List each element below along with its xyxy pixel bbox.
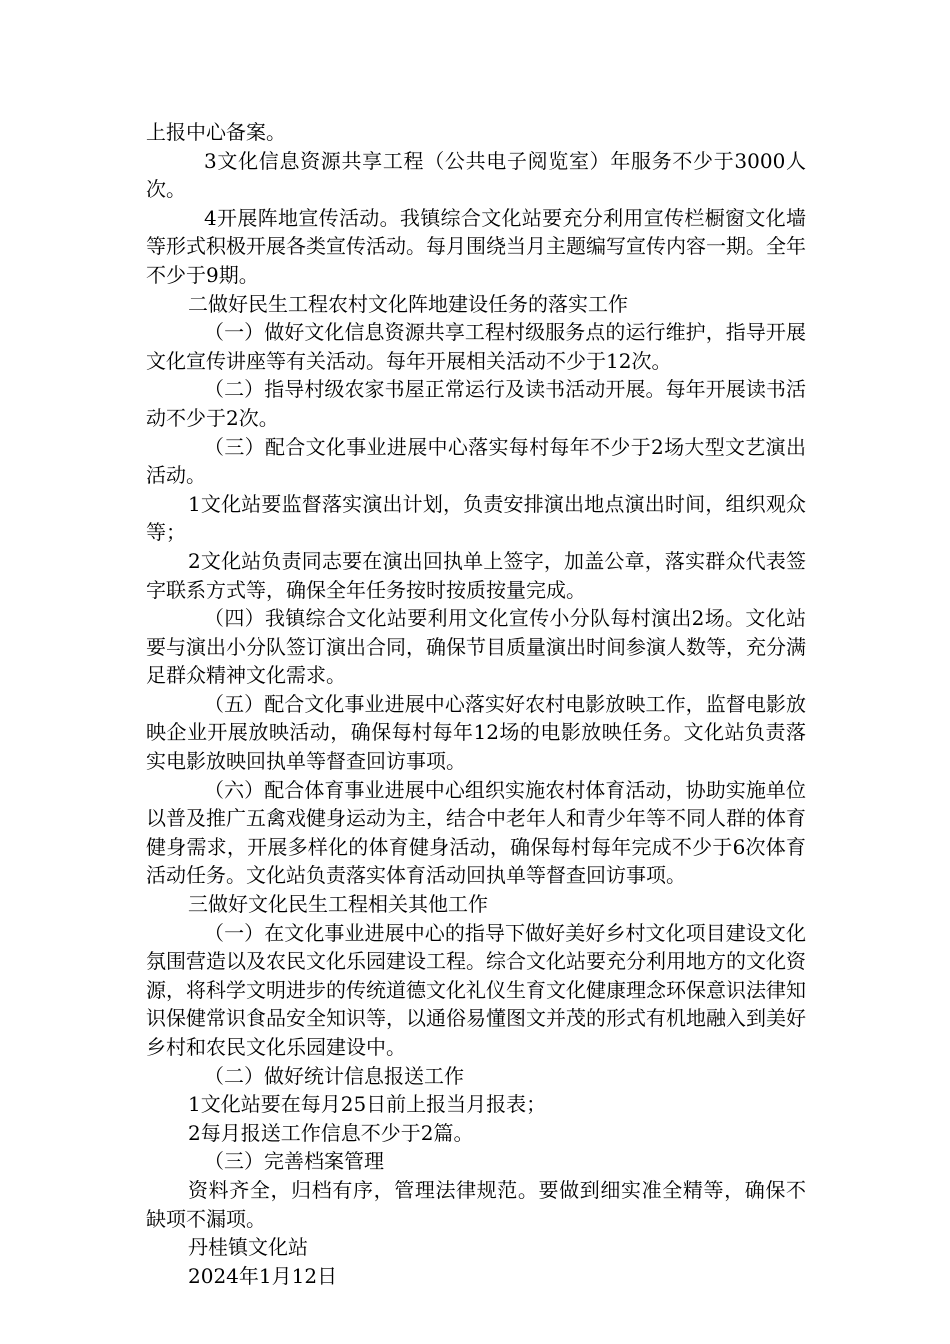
paragraph-filing-note: 上报中心备案。: [146, 120, 286, 144]
paragraph-3-2-item-2: 2每月报送工作信息不少于2篇。: [188, 1120, 474, 1145]
paragraph-3-2-item-1: 1文化站要在每月25日前上报当月报表；: [188, 1092, 547, 1117]
paragraph-item-3-resource-sharing: 3文化信息资源共享工程（公共电子阅览室）年服务不少于3000人次。: [146, 148, 806, 202]
document-body: [146, 118, 806, 1290]
paragraph-2-4: （四）我镇综合文化站要利用文化宣传小分队每村演出2场。文化站要与演出小分队签订演出合同，确保节目质量演出时间参演人数等，充分满足群众精神文化需求。: [146, 606, 806, 688]
paragraph-2-3-item-2: 2文化站负责同志要在演出回执单上签字，加盖公章，落实群众代表签字联系方式等，确保全年任务按时按质按量完成。: [146, 548, 806, 602]
paragraph-3-3: （三）完善档案管理: [204, 1149, 384, 1174]
signature-organization: 丹桂镇文化站: [188, 1235, 308, 1260]
section-heading-3: 三做好文化民生工程相关其他工作: [188, 892, 488, 917]
paragraph-item-4-publicity: 4开展阵地宣传活动。我镇综合文化站要充分利用宣传栏橱窗文化墙等形式积极开展各类宣传活动。每月围绕当月主题编写宣传内容一期。全年不少于9期。: [146, 205, 806, 287]
section-heading-2: 二做好民生工程农村文化阵地建设任务的落实工作: [188, 291, 628, 316]
paragraph-archive-requirements: 资料齐全，归档有序，管理法律规范。要做到细实准全精等，确保不缺项不漏项。: [146, 1177, 806, 1231]
paragraph-3-1: （一）在文化事业进展中心的指导下做好美好乡村文化项目建设文化氛围营造以及农民文化乐园建设工程。综合文化站要充分利用地方的文化资源，将科学文明进步的传统道德文化礼仪生育文化健康理念环保意识法律知识保健常识食品安全知识等，以通俗易懂图文并茂的形式有机地融入到美好乡村和农民文化乐园建设中。: [146, 920, 806, 1059]
signature-date: 2024年1月12日: [188, 1263, 338, 1288]
paragraph-2-5: （五）配合文化事业进展中心落实好农村电影放映工作，监督电影放映企业开展放映活动，确保每村每年12场的电影放映任务。文化站负责落实电影放映回执单等督查回访事项。: [146, 691, 806, 774]
paragraph-2-3-item-1: 1文化站要监督落实演出计划，负责安排演出地点演出时间，组织观众等；: [146, 491, 806, 545]
paragraph-2-1: （一）做好文化信息资源共享工程村级服务点的运行维护，指导开展文化宣传讲座等有关活动。每年开展相关活动不少于12次。: [146, 320, 806, 373]
paragraph-2-6: （六）配合体育事业进展中心组织实施农村体育活动，协助实施单位以普及推广五禽戏健身运动为主，结合中老年人和青少年等不同人群的体育健身需求，开展多样化的体育健身活动，确保每村每年完成不少于6次体育活动任务。文化站负责落实体育活动回执单等督查回访事项。: [146, 777, 806, 888]
paragraph-3-2: （二）做好统计信息报送工作: [204, 1063, 464, 1088]
paragraph-2-2: （二）指导村级农家书屋正常运行及读书活动开展。每年开展读书活动不少于2次。: [146, 377, 806, 430]
paragraph-2-3: （三）配合文化事业进展中心落实每村每年不少于2场大型文艺演出活动。: [146, 434, 806, 488]
